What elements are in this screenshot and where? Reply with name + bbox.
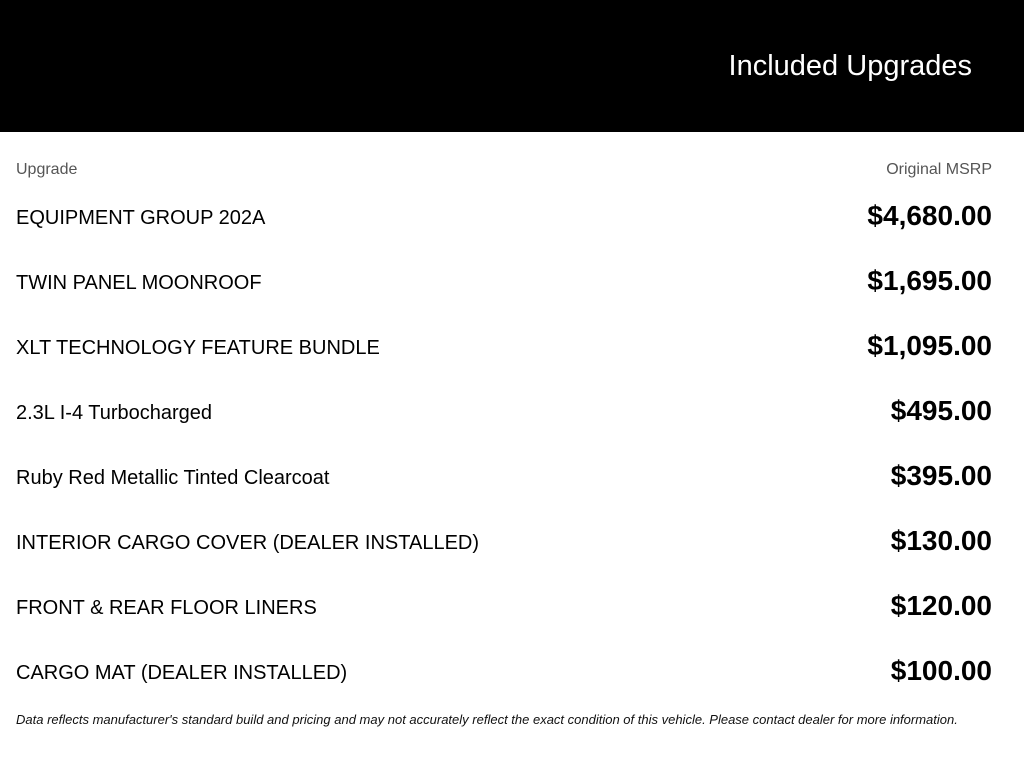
upgrade-name: EQUIPMENT GROUP 202A (16, 207, 266, 229)
upgrade-price: $395.00 (890, 460, 992, 491)
upgrade-name: TWIN PANEL MOONROOF (16, 272, 262, 294)
upgrade-price: $4,680.00 (867, 200, 992, 231)
upgrade-price: $100.00 (890, 655, 992, 686)
upgrade-price: $495.00 (890, 395, 992, 426)
upgrade-name: INTERIOR CARGO COVER (DEALER INSTALLED) (16, 532, 480, 554)
page-title: Included Upgrades (728, 50, 972, 82)
table-row (16, 185, 992, 250)
upgrade-price: $120.00 (890, 590, 992, 621)
upgrade-price: $1,095.00 (867, 330, 992, 361)
disclaimer-text: Data reflects manufacturer's standard build and pricing and may not accurately reflect the exact condition of this vehicle. Please contact dealer for more information. (16, 712, 958, 727)
table-header (16, 158, 992, 182)
page-header (0, 0, 1024, 132)
upgrade-price: $1,695.00 (867, 265, 992, 296)
upgrade-list (16, 185, 992, 705)
table-row (16, 250, 992, 315)
upgrade-price: $130.00 (890, 525, 992, 556)
table-row (16, 510, 992, 575)
upgrades-table (16, 158, 992, 686)
upgrade-name: FRONT & REAR FLOOR LINERS (16, 597, 317, 619)
upgrade-name: CARGO MAT (DEALER INSTALLED) (16, 662, 348, 684)
table-row (16, 380, 992, 445)
table-row (16, 640, 992, 705)
table-row (16, 445, 992, 510)
column-header-msrp: Original MSRP (886, 161, 992, 178)
table-row (16, 315, 992, 380)
upgrade-name: 2.3L I-4 Turbocharged (16, 402, 213, 424)
column-header-upgrade: Upgrade (16, 161, 78, 178)
table-row (16, 575, 992, 640)
upgrade-name: XLT TECHNOLOGY FEATURE BUNDLE (16, 337, 380, 359)
upgrade-name: Ruby Red Metallic Tinted Clearcoat (16, 467, 330, 489)
